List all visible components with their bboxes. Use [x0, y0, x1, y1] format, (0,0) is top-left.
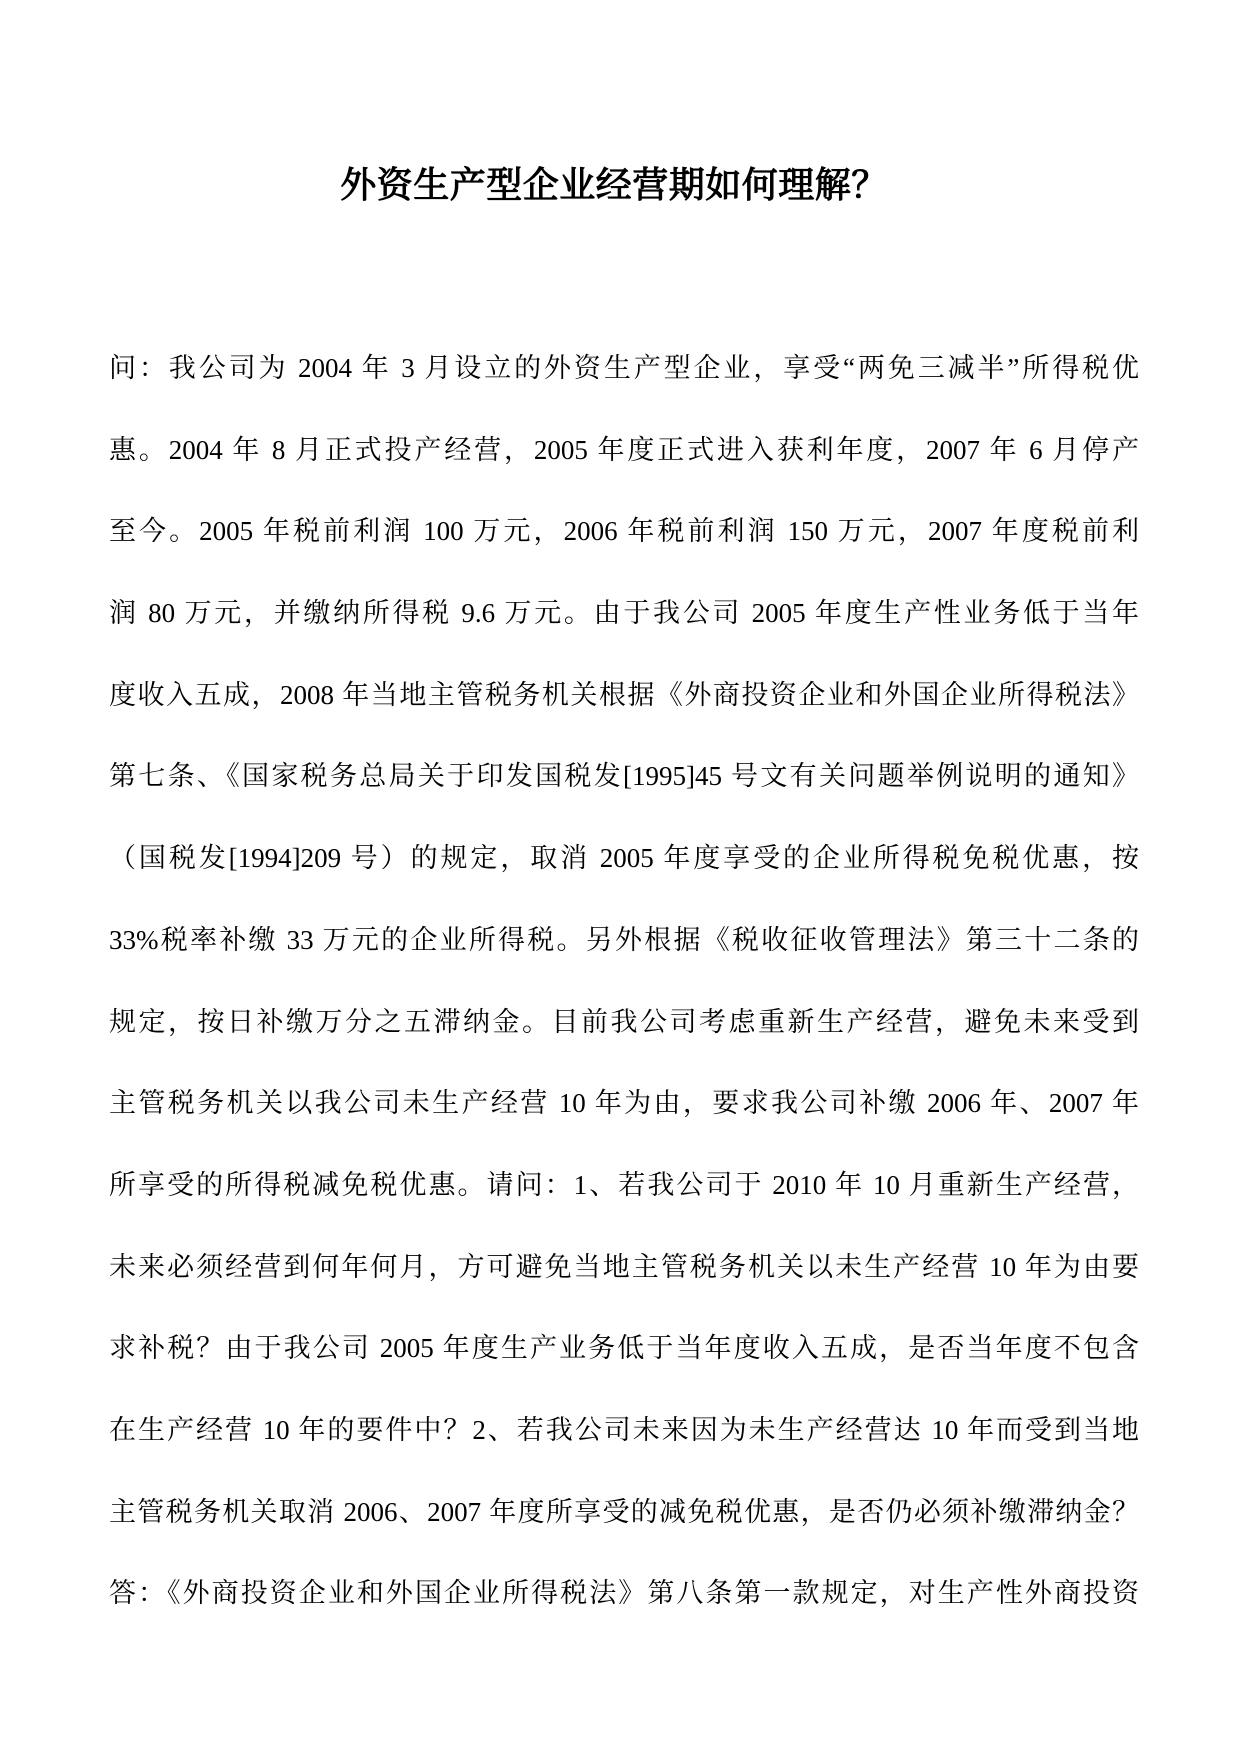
page-title: 外资生产型企业经营期如何理解？ — [340, 165, 888, 205]
body-text-line: 主管税务机关以我公司未生产经营 10 年为由，要求我公司补缴 2006 年、2007 年 — [109, 1088, 1139, 1119]
body-text-line: 第七条、《国家税务总局关于印发国税发[1995]45 号文有关问题举例说明的通知》 — [109, 761, 1139, 792]
body-text-line: 所享受的所得税减免税优惠。请问：1、若我公司于 2010 年 10 月重新生产经营， — [109, 1169, 1139, 1200]
body-text-line: 润 80 万元，并缴纳所得税 9.6 万元。由于我公司 2005 年度生产性业务低于当年 — [109, 598, 1139, 629]
body-text-line: 规定，按日补缴万分之五滞纳金。目前我公司考虑重新生产经营，避免未来受到 — [109, 1006, 1139, 1037]
article-body — [109, 328, 1139, 1635]
body-text-line: 答：《外商投资企业和外国企业所得税法》第八条第一款规定，对生产性外商投资 — [109, 1578, 1139, 1609]
body-text-line: 求补税？由于我公司 2005 年度生产业务低于当年度收入五成，是否当年度不包含 — [109, 1333, 1139, 1364]
body-text-line: 33%税率补缴 33 万元的企业所得税。另外根据《税收征收管理法》第三十二条的 — [109, 924, 1139, 955]
body-text-line: 未来必须经营到何年何月，方可避免当地主管税务机关以未生产经营 10 年为由要 — [109, 1251, 1139, 1282]
body-text-line: 在生产经营 10 年的要件中？2、若我公司未来因为未生产经营达 10 年而受到当地 — [109, 1414, 1139, 1445]
body-text-line: 问：我公司为 2004 年 3 月设立的外资生产型企业，享受“两免三减半”所得税优 — [109, 353, 1139, 383]
body-text-line: 主管税务机关取消 2006、2007 年度所享受的减免税优惠，是否仍必须补缴滞纳金？ — [109, 1496, 1139, 1527]
body-text-line: 度收入五成，2008 年当地主管税务机关根据《外商投资企业和外国企业所得税法》 — [109, 679, 1139, 710]
body-text-line: （国税发[1994]209 号）的规定，取消 2005 年度享受的企业所得税免税优惠，按 — [109, 843, 1139, 874]
body-text-line: 惠。2004 年 8 月正式投产经营，2005 年度正式进入获利年度，2007 年 6 月停产 — [109, 434, 1139, 465]
body-text-line: 至今。2005 年税前利润 100 万元，2006 年税前利润 150 万元，2007 年度税前利 — [109, 516, 1139, 547]
